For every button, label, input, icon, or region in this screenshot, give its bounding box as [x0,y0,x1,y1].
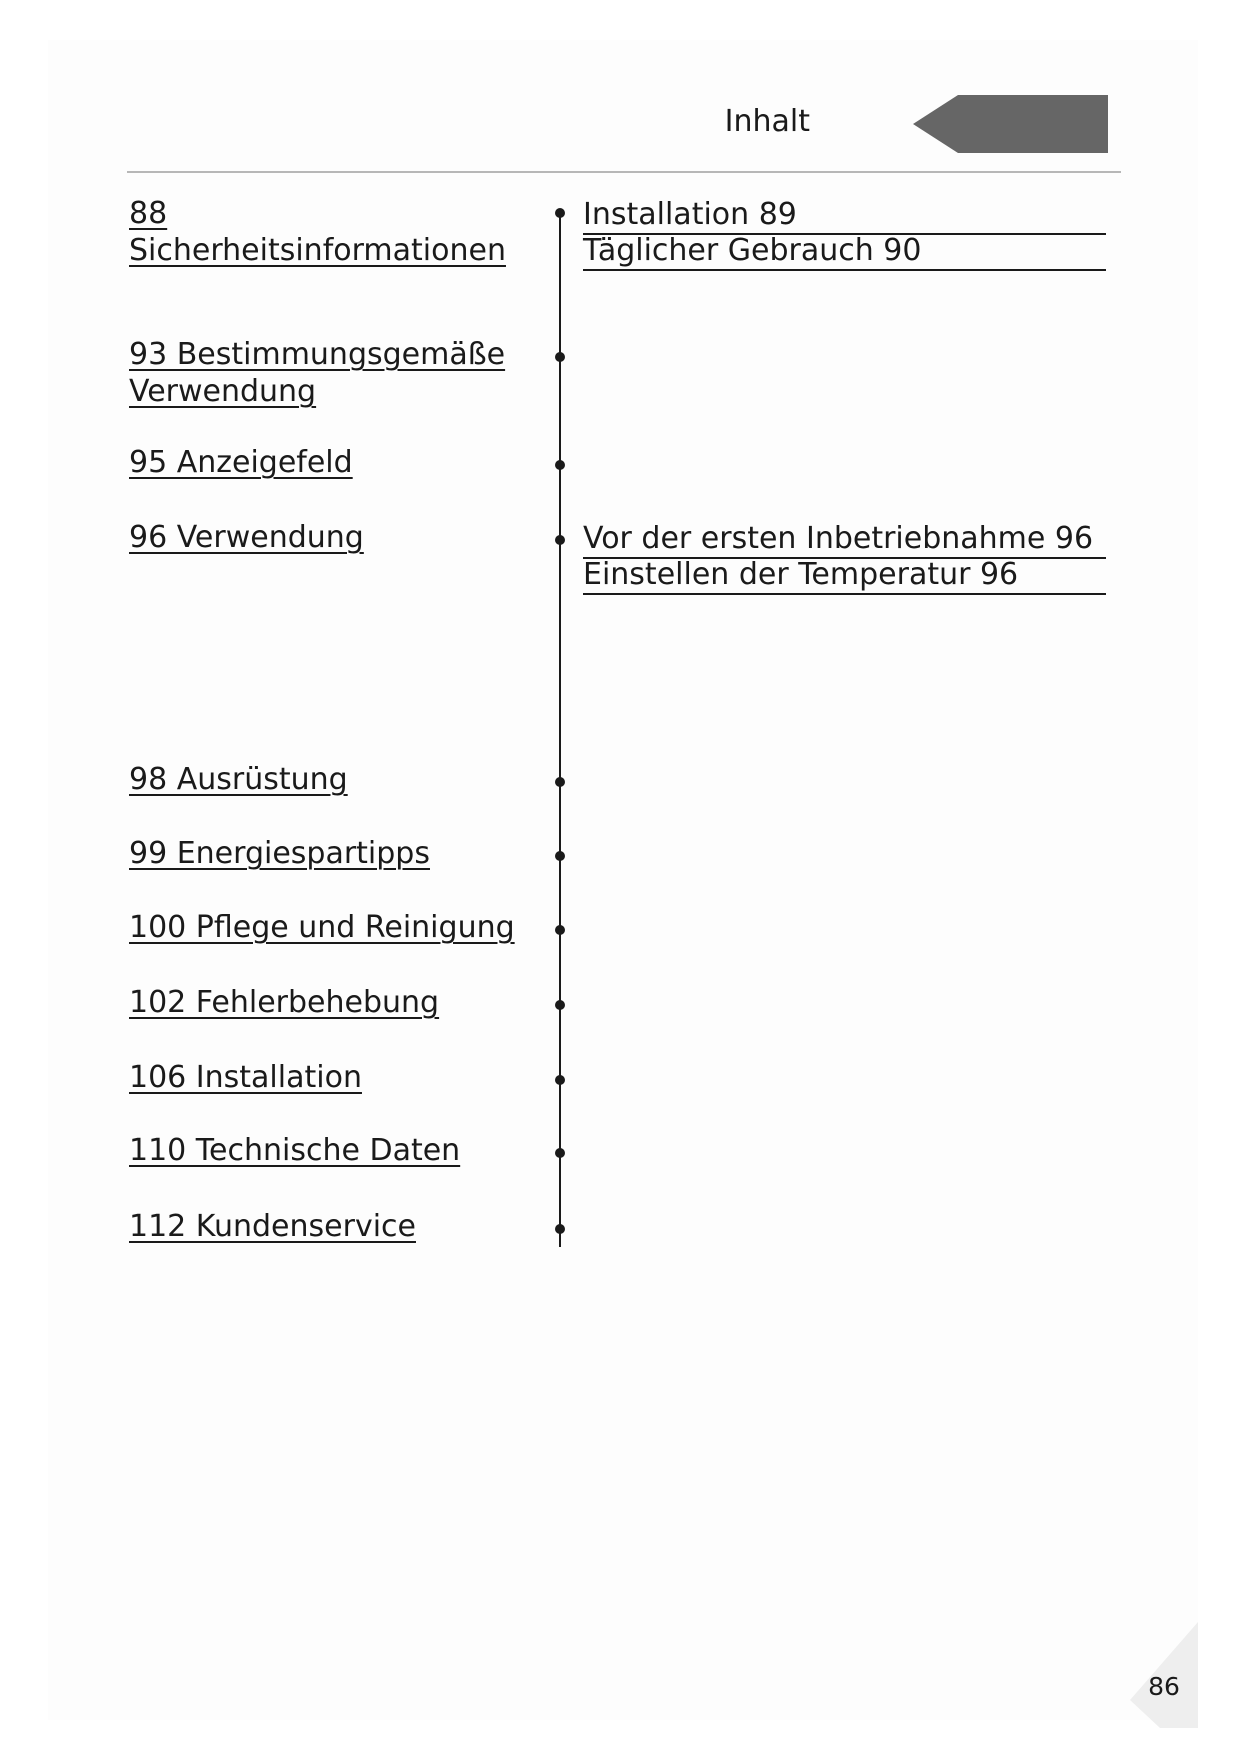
toc-entry-installation[interactable]: 106 Installation [129,1060,362,1095]
toc-entry-technische-daten[interactable]: 110 Technische Daten [129,1133,461,1168]
timeline-dot [555,1148,565,1158]
timeline-dot [555,777,565,787]
toc-subentry-taeglicher-gebrauch[interactable]: Täglicher Gebrauch 90 [583,232,1106,271]
toc-entry-anzeigefeld[interactable]: 95 Anzeigefeld [129,445,353,480]
timeline-dot [555,352,565,362]
toc-entry-verwendung[interactable]: 96 Verwendung [129,520,364,555]
page-background [48,40,1198,1720]
timeline-dot [555,535,565,545]
toc-subentry-installation[interactable]: Installation 89 [583,196,1106,235]
page-title: Inhalt [724,104,810,139]
toc-timeline [559,212,561,1247]
timeline-dot [555,925,565,935]
timeline-dot [555,460,565,470]
header-divider [127,171,1121,173]
timeline-dot [555,208,565,218]
timeline-dot [555,851,565,861]
toc-entry-ausruestung[interactable]: 98 Ausrüstung [129,762,348,797]
toc-entry-fehlerbehebung[interactable]: 102 Fehlerbehebung [129,985,440,1020]
toc-entry-bestimmungsgemaesse-verwendung[interactable]: 93 Bestimmungsgemäße Verwendung [129,337,506,409]
toc-subentry-vor-der-ersten-inbetriebnahme[interactable]: Vor der ersten Inbetriebnahme 96 [583,520,1106,559]
page-number: 86 [1148,1672,1180,1701]
toc-entry-pflege-und-reinigung[interactable]: 100 Pflege und Reinigung [129,910,515,945]
timeline-dot [555,1224,565,1234]
timeline-dot [555,1075,565,1085]
toc-subentry-einstellen-der-temperatur[interactable]: Einstellen der Temperatur 96 [583,556,1106,595]
toc-entry-sicherheitsinformationen[interactable]: 88 Sicherheitsinformationen [129,196,506,268]
toc-entry-kundenservice[interactable]: 112 Kundenservice [129,1209,416,1244]
timeline-dot [555,1000,565,1010]
header-tab-arrow [913,95,1108,153]
toc-entry-energiespartipps[interactable]: 99 Energiespartipps [129,836,430,871]
